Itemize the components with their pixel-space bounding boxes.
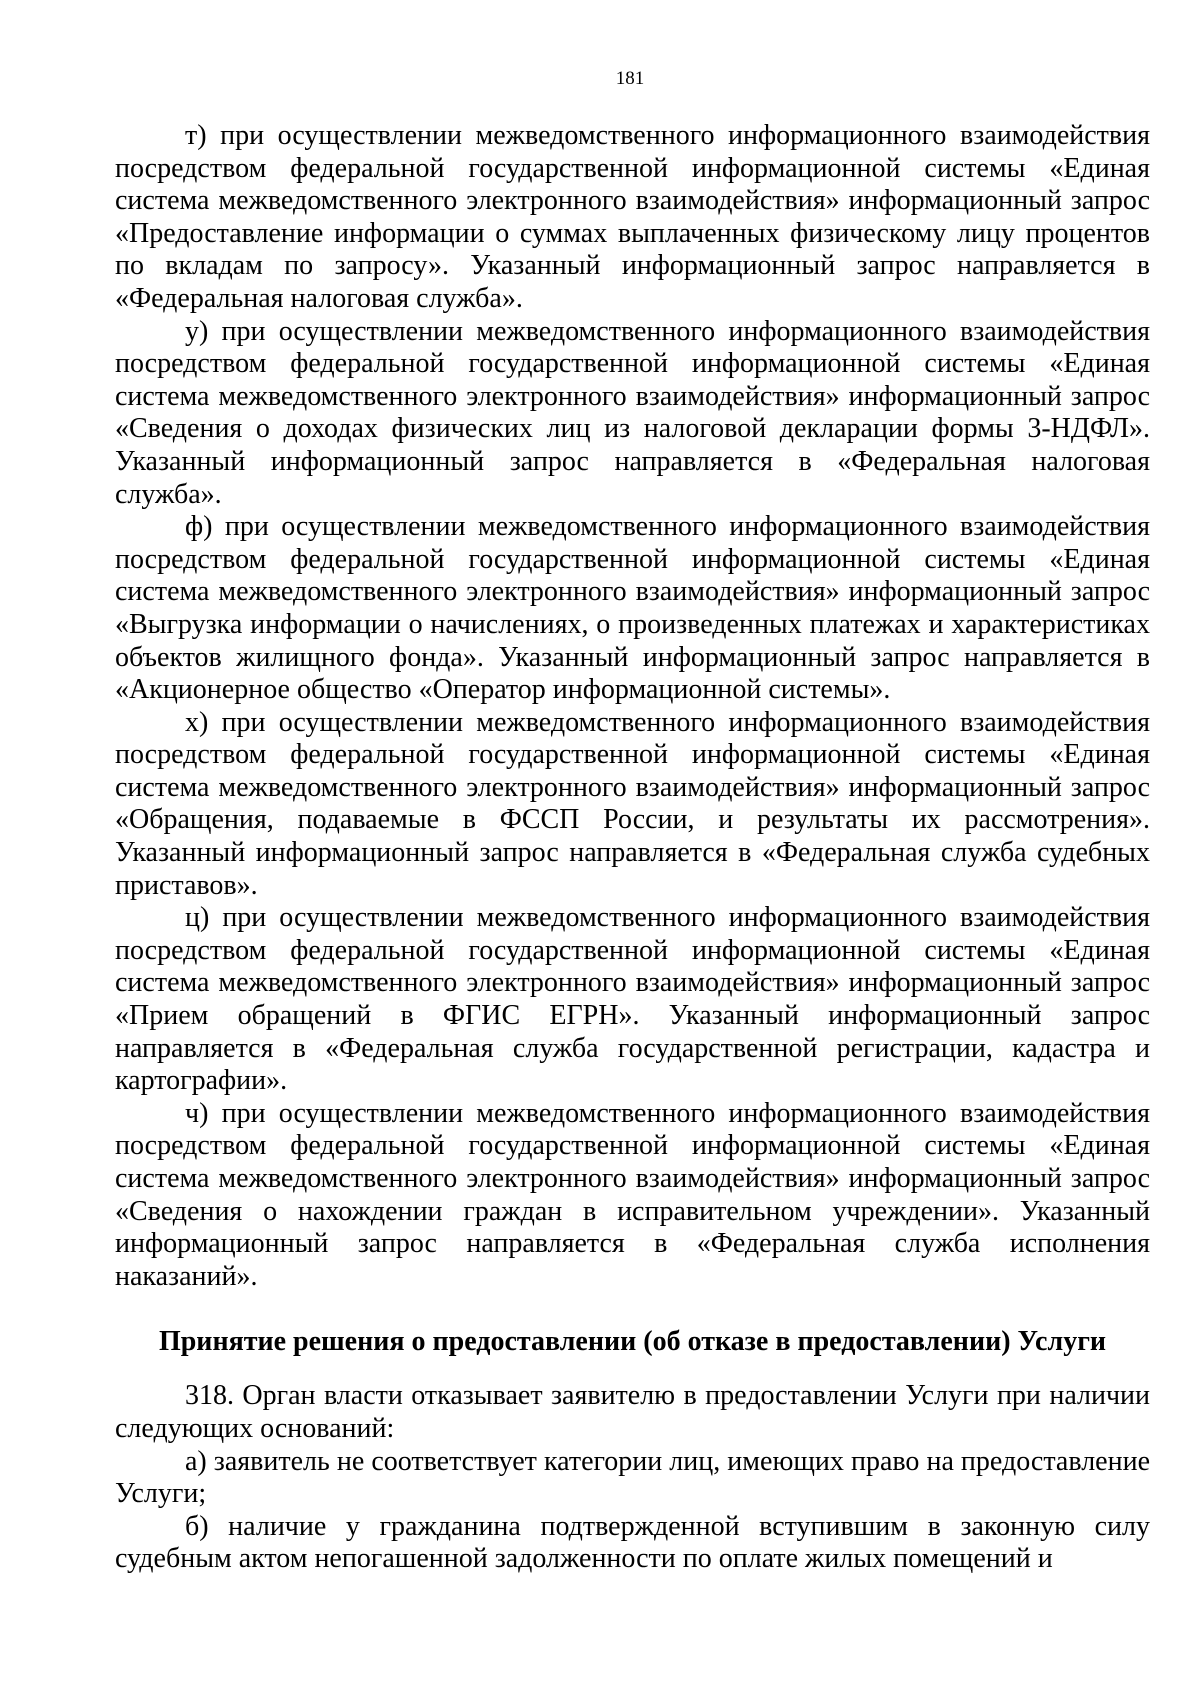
paragraph-a: а) заявитель не соответствует категории лиц, имеющих право на предоставление Услуги; [115, 1445, 1150, 1510]
paragraph-318: 318. Орган власти отказывает заявителю в предоставлении Услуги при наличии следующих оснований: [115, 1380, 1150, 1444]
paragraph-ts: ц) при осуществлении межведомственного информационного взаимодействия посредством федеральной государственной информационной системы «Единая система межведомственного электронного взаимодействия» информационный запрос «Прием обращений в ФГИС ЕГРН». Указанный информационный запрос направляется в «Федеральная служба государственной регистрации, кадастра и картографии». [115, 902, 1150, 1097]
paragraph-kh: х) при осуществлении межведомственного информационного взаимодействия посредством федеральной государственной информационной системы «Единая система межведомственного электронного взаимодействия» информационный запрос «Обращения, подаваемые в ФССП России, и результаты их рассмотрения». Указанный информационный запрос направляется в «Федеральная служба судебных приставов». [115, 706, 1150, 901]
paragraph-u: у) при осуществлении межведомственного информационного взаимодействия посредством федеральной государственной информационной системы «Единая система межведомственного электронного взаимодействия» информационный запрос «Сведения о доходах физических лиц из налоговой декларации формы 3-НДФЛ». Указанный информационный запрос направляется в «Федеральная налоговая служба». [115, 315, 1150, 510]
paragraph-ch: ч) при осуществлении межведомственного информационного взаимодействия посредством федеральной государственной информационной системы «Единая система межведомственного электронного взаимодействия» информационный запрос «Сведения о нахождении граждан в исправительном учреждении». Указанный информационный запрос направляется в «Федеральная служба исполнения наказаний». [115, 1097, 1150, 1292]
page-number: 181 [615, 68, 645, 89]
paragraph-t: т) при осуществлении межведомственного информационного взаимодействия посредством федеральной государственной информационной системы «Единая система межведомственного электронного взаимодействия» информационный запрос «Предоставление информации о суммах выплаченных физическому лицу процентов по вкладам по запросу». Указанный информационный запрос направляется в «Федеральная налоговая служба». [115, 120, 1150, 314]
paragraph-b: б) наличие у гражданина подтвержденной вступившим в законную силу судебным актом непогашенной задолженности по оплате жилых помещений и [115, 1510, 1150, 1575]
document-body [115, 120, 1150, 1576]
paragraph-f: ф) при осуществлении межведомственного информационного взаимодействия посредством федеральной государственной информационной системы «Единая система межведомственного электронного взаимодействия» информационный запрос «Выгрузка информации о начислениях, о произведенных платежах и характеристиках объектов жилищного фонда». Указанный информационный запрос направляется в «Акционерное общество «Оператор информационной системы». [115, 511, 1150, 706]
section-heading: Принятие решения о предоставлении (об отказе в предоставлении) Услуги [158, 1326, 1107, 1358]
